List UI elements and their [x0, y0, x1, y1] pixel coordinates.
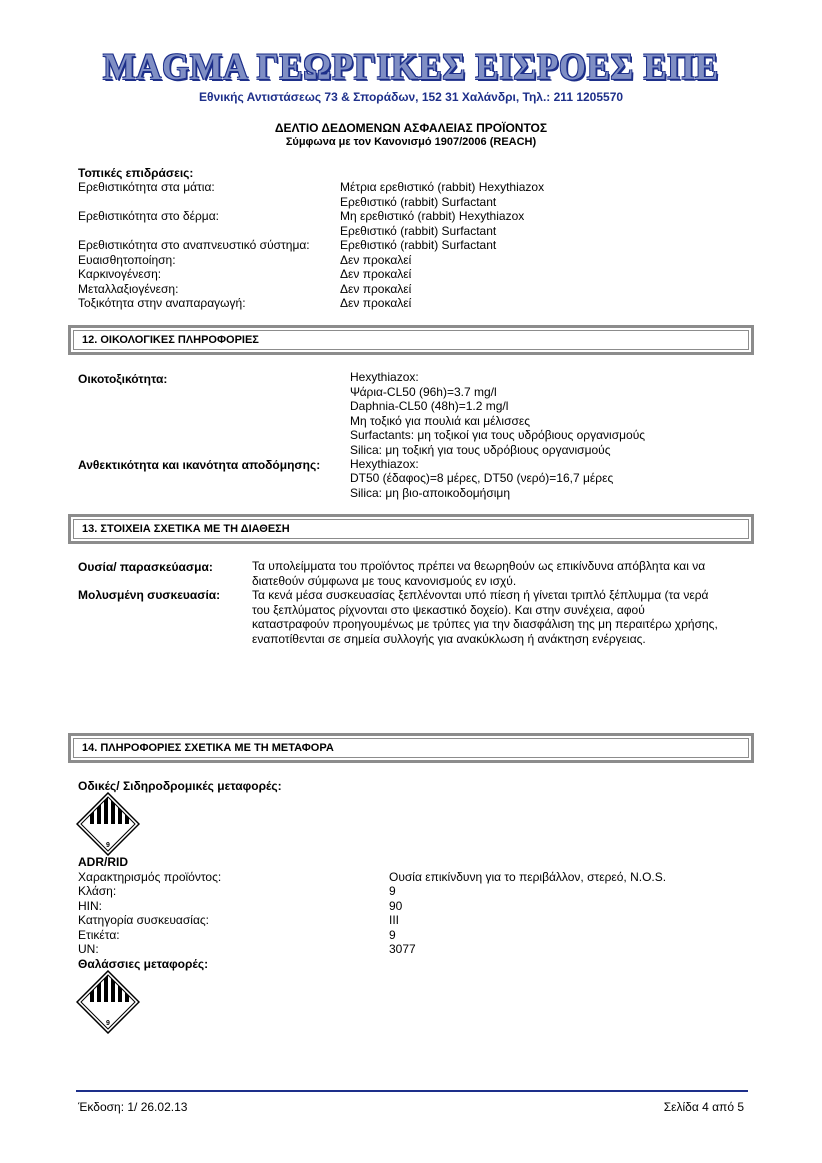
class-9-hazard-icon [76, 792, 140, 856]
adr-rid-heading: ADR/RID [78, 855, 128, 869]
transport-label: UN: [78, 942, 99, 956]
ecotox-value: Surfactants: μη τοξικοί για τους υδρόβιους οργανισμούς [350, 428, 646, 442]
section-12-header [68, 325, 754, 355]
effect-value: Δεν προκαλεί [340, 282, 412, 296]
effect-value: Ερεθιστικό (rabbit) Surfactant [340, 238, 497, 252]
ecotox-value: Μη τοξικό για πουλιά και μέλισσες [350, 414, 531, 428]
packaging-text-line: του ξεπλύματος ρίχνονται στο ψεκαστικό δοχείο). Και στην συνέχεια, αφού [252, 603, 645, 617]
road-rail-transport-label: Οδικές/ Σιδηροδρομικές μεταφορές: [78, 779, 282, 793]
section-14-header [68, 733, 754, 763]
section-14-title: 14. ΠΛΗΡΟΦΟΡΙΕΣ ΣΧΕΤΙΚΑ ΜΕ ΤΗ ΜΕΤΑΦΟΡΑ [73, 738, 749, 758]
class-9-hazard-icon [76, 970, 140, 1034]
effect-label: Καρκινογένεση: [78, 267, 162, 281]
ecotox-value: Ψάρια-CL50 (96h)=3.7 mg/l [350, 385, 497, 399]
packaging-text-line: εναποτίθενται σε σημεία συλλογής για ανακύκλωση ή ανάκτηση ενέργειας. [252, 632, 646, 646]
ecotox-value: Daphnia-CL50 (48h)=1.2 mg/l [350, 399, 509, 413]
transport-value: 90 [389, 899, 403, 913]
packaging-label: Μολυσμένη συσκευασία: [78, 588, 221, 602]
transport-value: 9 [389, 884, 396, 898]
transport-value: 3077 [389, 942, 416, 956]
substance-text-line: Τα υπολείμματα του προϊόντος πρέπει να θεωρηθούν ως επικίνδυνα απόβλητα και να [252, 559, 706, 573]
effect-value: Μη ερεθιστικό (rabbit) Hexythiazox [340, 209, 525, 223]
degradation-value: Hexythiazox: [350, 457, 419, 471]
substance-label: Ουσία/ παρασκεύασμα: [78, 560, 213, 574]
effect-label: Ευαισθητοποίηση: [78, 253, 176, 267]
company-logo-title: MAGMA ΓΕΩΡΓΙΚΕΣ ΕΙΣΡΟΕΣ ΕΠΕ [102, 47, 720, 88]
transport-label: Χαρακτηρισμός προϊόντος: [78, 870, 222, 884]
effect-label: Ερεθιστικότητα στο αναπνευστικό σύστημα: [78, 238, 310, 252]
effect-value: Ερεθιστικό (rabbit) Surfactant [340, 224, 497, 238]
transport-value: III [389, 913, 400, 927]
footer-divider [76, 1090, 748, 1092]
transport-label: HIN: [78, 899, 102, 913]
degradation-value: DT50 (έδαφος)=8 μέρες, DT50 (νερό)=16,7 μέρες [350, 471, 614, 485]
section-13-header [68, 514, 754, 544]
document-subtitle: Σύμφωνα με τον Κανονισμό 1907/2006 (REACH) [285, 136, 537, 148]
ecotox-value: Hexythiazox: [350, 370, 419, 384]
sea-transport-label: Θαλάσσιες μεταφορές: [78, 957, 209, 971]
effect-value: Μέτρια ερεθιστικό (rabbit) Hexythiazox [340, 180, 545, 194]
transport-value: 9 [389, 928, 396, 942]
effect-value: Δεν προκαλεί [340, 267, 412, 281]
effect-label: Μεταλλαξιογένεση: [78, 282, 179, 296]
effect-value: Δεν προκαλεί [340, 253, 412, 267]
effect-label: Τοξικότητα στην αναπαραγωγή: [78, 296, 246, 310]
effect-value: Δεν προκαλεί [340, 296, 412, 310]
transport-label: Κλάση: [78, 884, 117, 898]
company-address: Εθνικής Αντιστάσεως 73 & Σποράδων, 152 31 Χαλάνδρι, Τηλ.: 211 1205570 [198, 90, 624, 104]
effect-label: Ερεθιστικότητα στα μάτια: [78, 180, 215, 194]
footer-edition: Έκδοση: 1/ 26.02.13 [78, 1100, 188, 1114]
packaging-text-line: Τα κενά μέσα συσκευασίας ξεπλένονται υπό πίεση ή γίνεται τριπλό ξέπλυμμα (τα νερά [252, 588, 709, 602]
degradation-value: Silica: μη βιο-αποικοδομήσιμη [350, 486, 511, 500]
transport-label: Κατηγορία συσκευασίας: [78, 913, 209, 927]
footer-page-number: Σελίδα 4 από 5 [663, 1100, 744, 1114]
transport-value: Ουσία επικίνδυνη για το περιβάλλον, στερεό, N.O.S. [389, 870, 667, 884]
transport-label: Ετικέτα: [78, 928, 120, 942]
document-title: ΔΕΛΤΙΟ ΔΕΔΟΜΕΝΩΝ ΑΣΦΑΛΕΙΑΣ ΠΡΟΪΟΝΤΟΣ [274, 121, 548, 135]
substance-text-line: διατεθούν σύμφωνα με τους κανονισμούς εν ισχύ. [252, 574, 517, 588]
effect-value: Ερεθιστικό (rabbit) Surfactant [340, 195, 497, 209]
local-effects-heading: Τοπικές επιδράσεις: [78, 166, 194, 180]
section-13-title: 13. ΣΤΟΙΧΕΙΑ ΣΧΕΤΙΚΑ ΜΕ ΤΗ ΔΙΑΘΕΣΗ [73, 519, 749, 539]
ecotox-value: Silica: μη τοξική για τους υδρόβιους οργανισμούς [350, 443, 611, 457]
degradation-label: Ανθεκτικότητα και ικανότητα αποδόμησης: [78, 458, 321, 472]
hazard-class-number: 9 [106, 842, 110, 849]
packaging-text-line: καταστραφούν προηγουμένως με τρύπες για την διασφάλιση της μη περαιτέρω χρήσης, [252, 617, 718, 631]
section-12-title: 12. ΟΙΚΟΛΟΓΙΚΕΣ ΠΛΗΡΟΦΟΡΙΕΣ [73, 330, 749, 350]
ecotoxicity-label: Οικοτοξικότητα: [78, 372, 168, 386]
hazard-class-number: 9 [106, 1020, 110, 1027]
effect-label: Ερεθιστικότητα στο δέρμα: [78, 209, 219, 223]
